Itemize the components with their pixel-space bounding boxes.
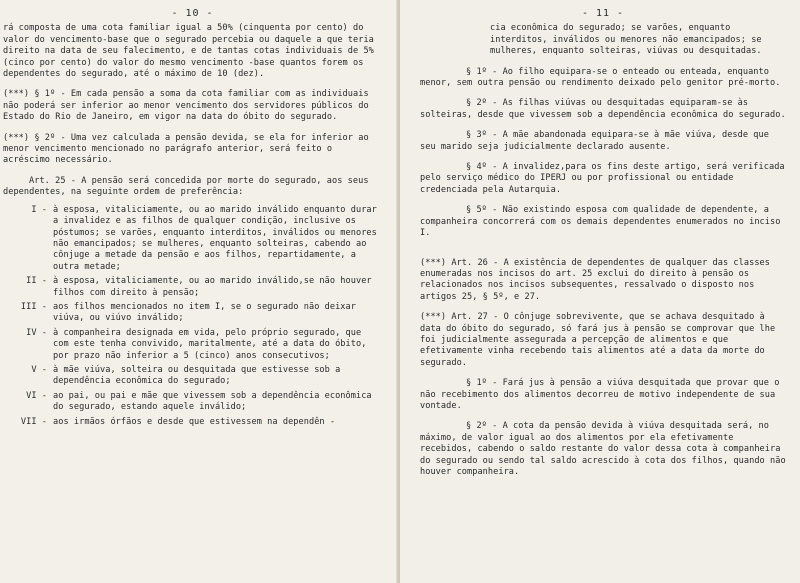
item-text: ao pai, ou pai e mãe que vivessem sob a dependência econômica do segurado, estando aquele inválido; bbox=[53, 390, 372, 413]
list-item bbox=[3, 205, 382, 273]
left-paragraph-1: rá composta de uma cota familiar igual a 50% (cinquenta por cento) do valor do vencimento-base que o segurado percebia ou daquele a que teria direito na data de seu falecimento, e de tantas cotas individuais de 5% (cinco por cento) do valor do mesmo vencimento -base quantos forem os dependentes do segurado, até o máximo de 10 (dez). bbox=[3, 23, 374, 80]
right-paragraph-1: § 1º - Ao filho equipara-se o enteado ou enteada, enquanto menor, sem outra pensão ou rendimento deixado pelo genitor pré-morto. bbox=[420, 66, 781, 89]
item-number: VII - bbox=[20, 416, 47, 427]
article-26: (***) Art. 26 - A existência de dependentes de qualquer das classes enumeradas nos incisos do art. 25 exclui do direito à pensão os relacionados nos incisos subsequentes, ressalvado o disposto nos artigos 25, § 5º, e 27. bbox=[420, 257, 770, 302]
item-text: aos filhos mencionados no item I, se o segurado não deixar viúva, ou viúvo inválido; bbox=[53, 301, 356, 324]
item-text: à companheira designada em vida, pelo próprio segurado, que com este tenha convivido, maritalmente, até a data do óbito, por prazo não inferior a 5 (cinco) anos consecutivos; bbox=[53, 327, 367, 361]
list-item bbox=[3, 328, 382, 362]
item-text: à esposa, vitaliciamente, ou ao marido inválido,se não houver filhos com direito à pensão; bbox=[53, 276, 372, 298]
list-item bbox=[3, 276, 382, 299]
list-item bbox=[3, 302, 382, 325]
list-item bbox=[3, 417, 382, 428]
list-item bbox=[3, 391, 382, 414]
item-number: VI - bbox=[26, 390, 47, 401]
item-number: V - bbox=[31, 364, 47, 375]
right-continuation: cia econômica do segurado; se varões, enquanto interditos, inválidos ou menores não emancipados; se mulheres, enquanto solteiras, viúvas ou desquitadas. bbox=[490, 23, 762, 57]
item-number: IV - bbox=[26, 327, 47, 338]
right-paragraph-2: § 2º - As filhas viúvas ou desquitadas equiparam-se às solteiras, desde que vivessem sob a dependência econômica do segurado. bbox=[420, 98, 786, 120]
item-text: à esposa, vitaliciamente, ou ao marido inválido enquanto durar a invalidez e as filhos de qualquer condição, inclusive os póstumos; se varões, enquanto interditos, inválidos ou menores não emancipados; se mulheres, enquanto solteiras, cabendo ao cônjuge a metade da pensão e aos filhos, repartidamente, a outra metade; bbox=[53, 204, 377, 272]
article-27: (***) Art. 27 - O cônjuge sobrevivente, que se achava desquitado à data do óbito do segurado, só fará jus à pensão se comprovar que lhe foi judicialmente assegurada a percepção de alimentos e que efetivamente vinha recebendo tais alimentos até a data da morte do segurado. bbox=[420, 312, 776, 368]
right-tail-paragraph-1: § 1º - Fará jus à pensão a viúva desquitada que provar que o não recebimento dos alimentos decorreu de motivo independente de sua vontade. bbox=[420, 378, 780, 411]
right-paragraph-4: § 4º - A invalidez,para os fins deste artigo, será verificada pelo serviço médico do IPERJ ou por profissional ou entidade credenciada pela Autarquia. bbox=[420, 162, 785, 195]
left-paragraph-3: (***) § 2º - Uma vez calculada a pensão devida, se ela for inferior ao menor vencimento mencionado no parágrafo anterior, será feito o acréscimo necessário. bbox=[3, 132, 369, 166]
page-number-right: - 11 - bbox=[581, 8, 625, 19]
right-paragraph-5: § 5º - Não existindo esposa com qualidade de dependente, a companheira concorrerá com os demais dependentes enumerados no inciso I. bbox=[420, 205, 781, 239]
right-paragraph-3: § 3º - A mãe abandonada equipara-se à mãe viúva, desde que seu marido seja judicialmente declarado ausente. bbox=[420, 130, 769, 152]
item-number: II - bbox=[26, 276, 47, 287]
item-number: I - bbox=[31, 204, 47, 215]
right-page bbox=[400, 0, 800, 583]
item-number: III - bbox=[20, 301, 47, 312]
item-text: à mãe viúva, solteira ou desquitada que estivesse sob a dependência econômica do segurado; bbox=[53, 364, 341, 387]
left-page bbox=[0, 0, 398, 583]
list-item bbox=[3, 365, 382, 388]
article-25-intro: Art. 25 - A pensão será concedida por morte do segurado, aos seus dependentes, na seguinte ordem de preferência: bbox=[3, 175, 369, 198]
item-text: aos irmãos órfãos e desde que estivessem na dependên - bbox=[53, 416, 336, 427]
page-number-left: - 10 - bbox=[171, 8, 214, 19]
left-paragraph-2: (***) § 1º - Em cada pensão a soma da cota familiar com as individuais não poderá ser inferior ao menor vencimento dos servidores públicos do Estado do Rio de Janeiro, em vigor na data do óbito do segurado. bbox=[3, 89, 369, 123]
right-tail-paragraph-2: § 2º - A cota da pensão devida à viúva desquitada será, no máximo, de valor igual ao dos alimentos por ela efetivamente recebidos, cabendo o saldo restante do valor dessa cota à companheira do segurado ou sendo tal saldo acrescido à cota dos filhos, quando não houver companheira. bbox=[420, 421, 786, 477]
